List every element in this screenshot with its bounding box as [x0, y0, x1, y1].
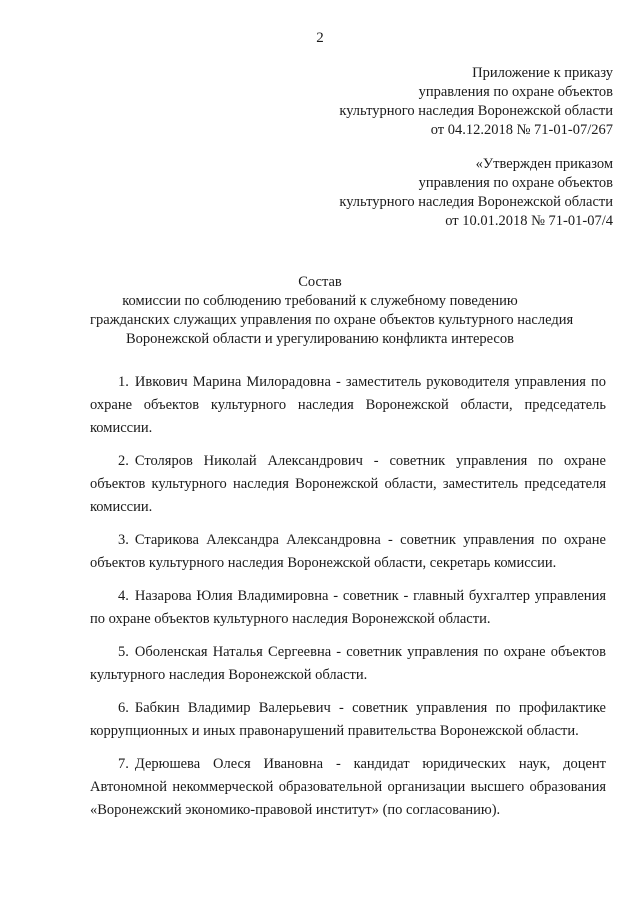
member-text: Столяров Николай Александрович - советник управления по охране объектов культурного наследия Воронежской области, заместитель председателя комиссии.	[90, 453, 606, 515]
member-number: 1.	[118, 374, 129, 390]
title-line: гражданских служащих управления по охране объектов культурного наследия	[90, 312, 574, 328]
member-item	[90, 697, 606, 743]
member-item	[90, 753, 606, 822]
member-number: 2.	[118, 453, 129, 469]
member-number: 6.	[118, 700, 129, 716]
page-number: 2	[316, 30, 324, 46]
approval-line: «Утвержден приказом	[475, 156, 613, 172]
member-text: Дерюшева Олеся Ивановна - кандидат юридических наук, доцент Автономной некоммерческой образовательной организации высшего образования «Воронежский экономико-правовой институт» (по согласованию).	[90, 756, 606, 818]
approval-header	[339, 155, 613, 231]
document-title	[90, 273, 574, 349]
member-number: 4.	[118, 588, 129, 604]
title-line: комиссии по соблюдению требований к служебному поведению	[122, 293, 518, 309]
member-item	[90, 529, 606, 575]
member-item	[90, 450, 606, 519]
member-list	[90, 371, 606, 832]
member-text: Ивкович Марина Милорадовна - заместитель руководителя управления по охране объектов культурного наследия Воронежской области, председатель комиссии.	[90, 374, 606, 436]
member-item	[90, 585, 606, 631]
appendix-line: Приложение к приказу	[472, 65, 613, 81]
title-line: Воронежской области и урегулированию конфликта интересов	[126, 331, 514, 347]
member-number: 3.	[118, 532, 129, 548]
member-text: Бабкин Владимир Валерьевич - советник управления по профилактике коррупционных и иных правонарушений правительства Воронежской области.	[90, 700, 606, 739]
member-number: 7.	[118, 756, 129, 772]
appendix-header	[339, 64, 613, 140]
member-text: Оболенская Наталья Сергеевна - советник управления по охране объектов культурного наследия Воронежской области.	[90, 644, 606, 683]
appendix-line: культурного наследия Воронежской области	[339, 103, 613, 119]
member-number: 5.	[118, 644, 129, 660]
member-text: Назарова Юлия Владимировна - советник - главный бухгалтер управления по охране объектов культурного наследия Воронежской области.	[90, 588, 606, 627]
approval-order-number: от 10.01.2018 № 71-01-07/4	[445, 213, 613, 229]
member-text: Старикова Александра Александровна - советник управления по охране объектов культурного наследия Воронежской области, секретарь комиссии.	[90, 532, 606, 571]
approval-line: управления по охране объектов	[418, 175, 613, 191]
approval-line: культурного наследия Воронежской области	[339, 194, 613, 210]
member-item	[90, 641, 606, 687]
member-item	[90, 371, 606, 440]
title-heading: Состав	[298, 274, 342, 290]
appendix-order-number: от 04.12.2018 № 71-01-07/267	[430, 122, 613, 138]
appendix-line: управления по охране объектов	[418, 84, 613, 100]
